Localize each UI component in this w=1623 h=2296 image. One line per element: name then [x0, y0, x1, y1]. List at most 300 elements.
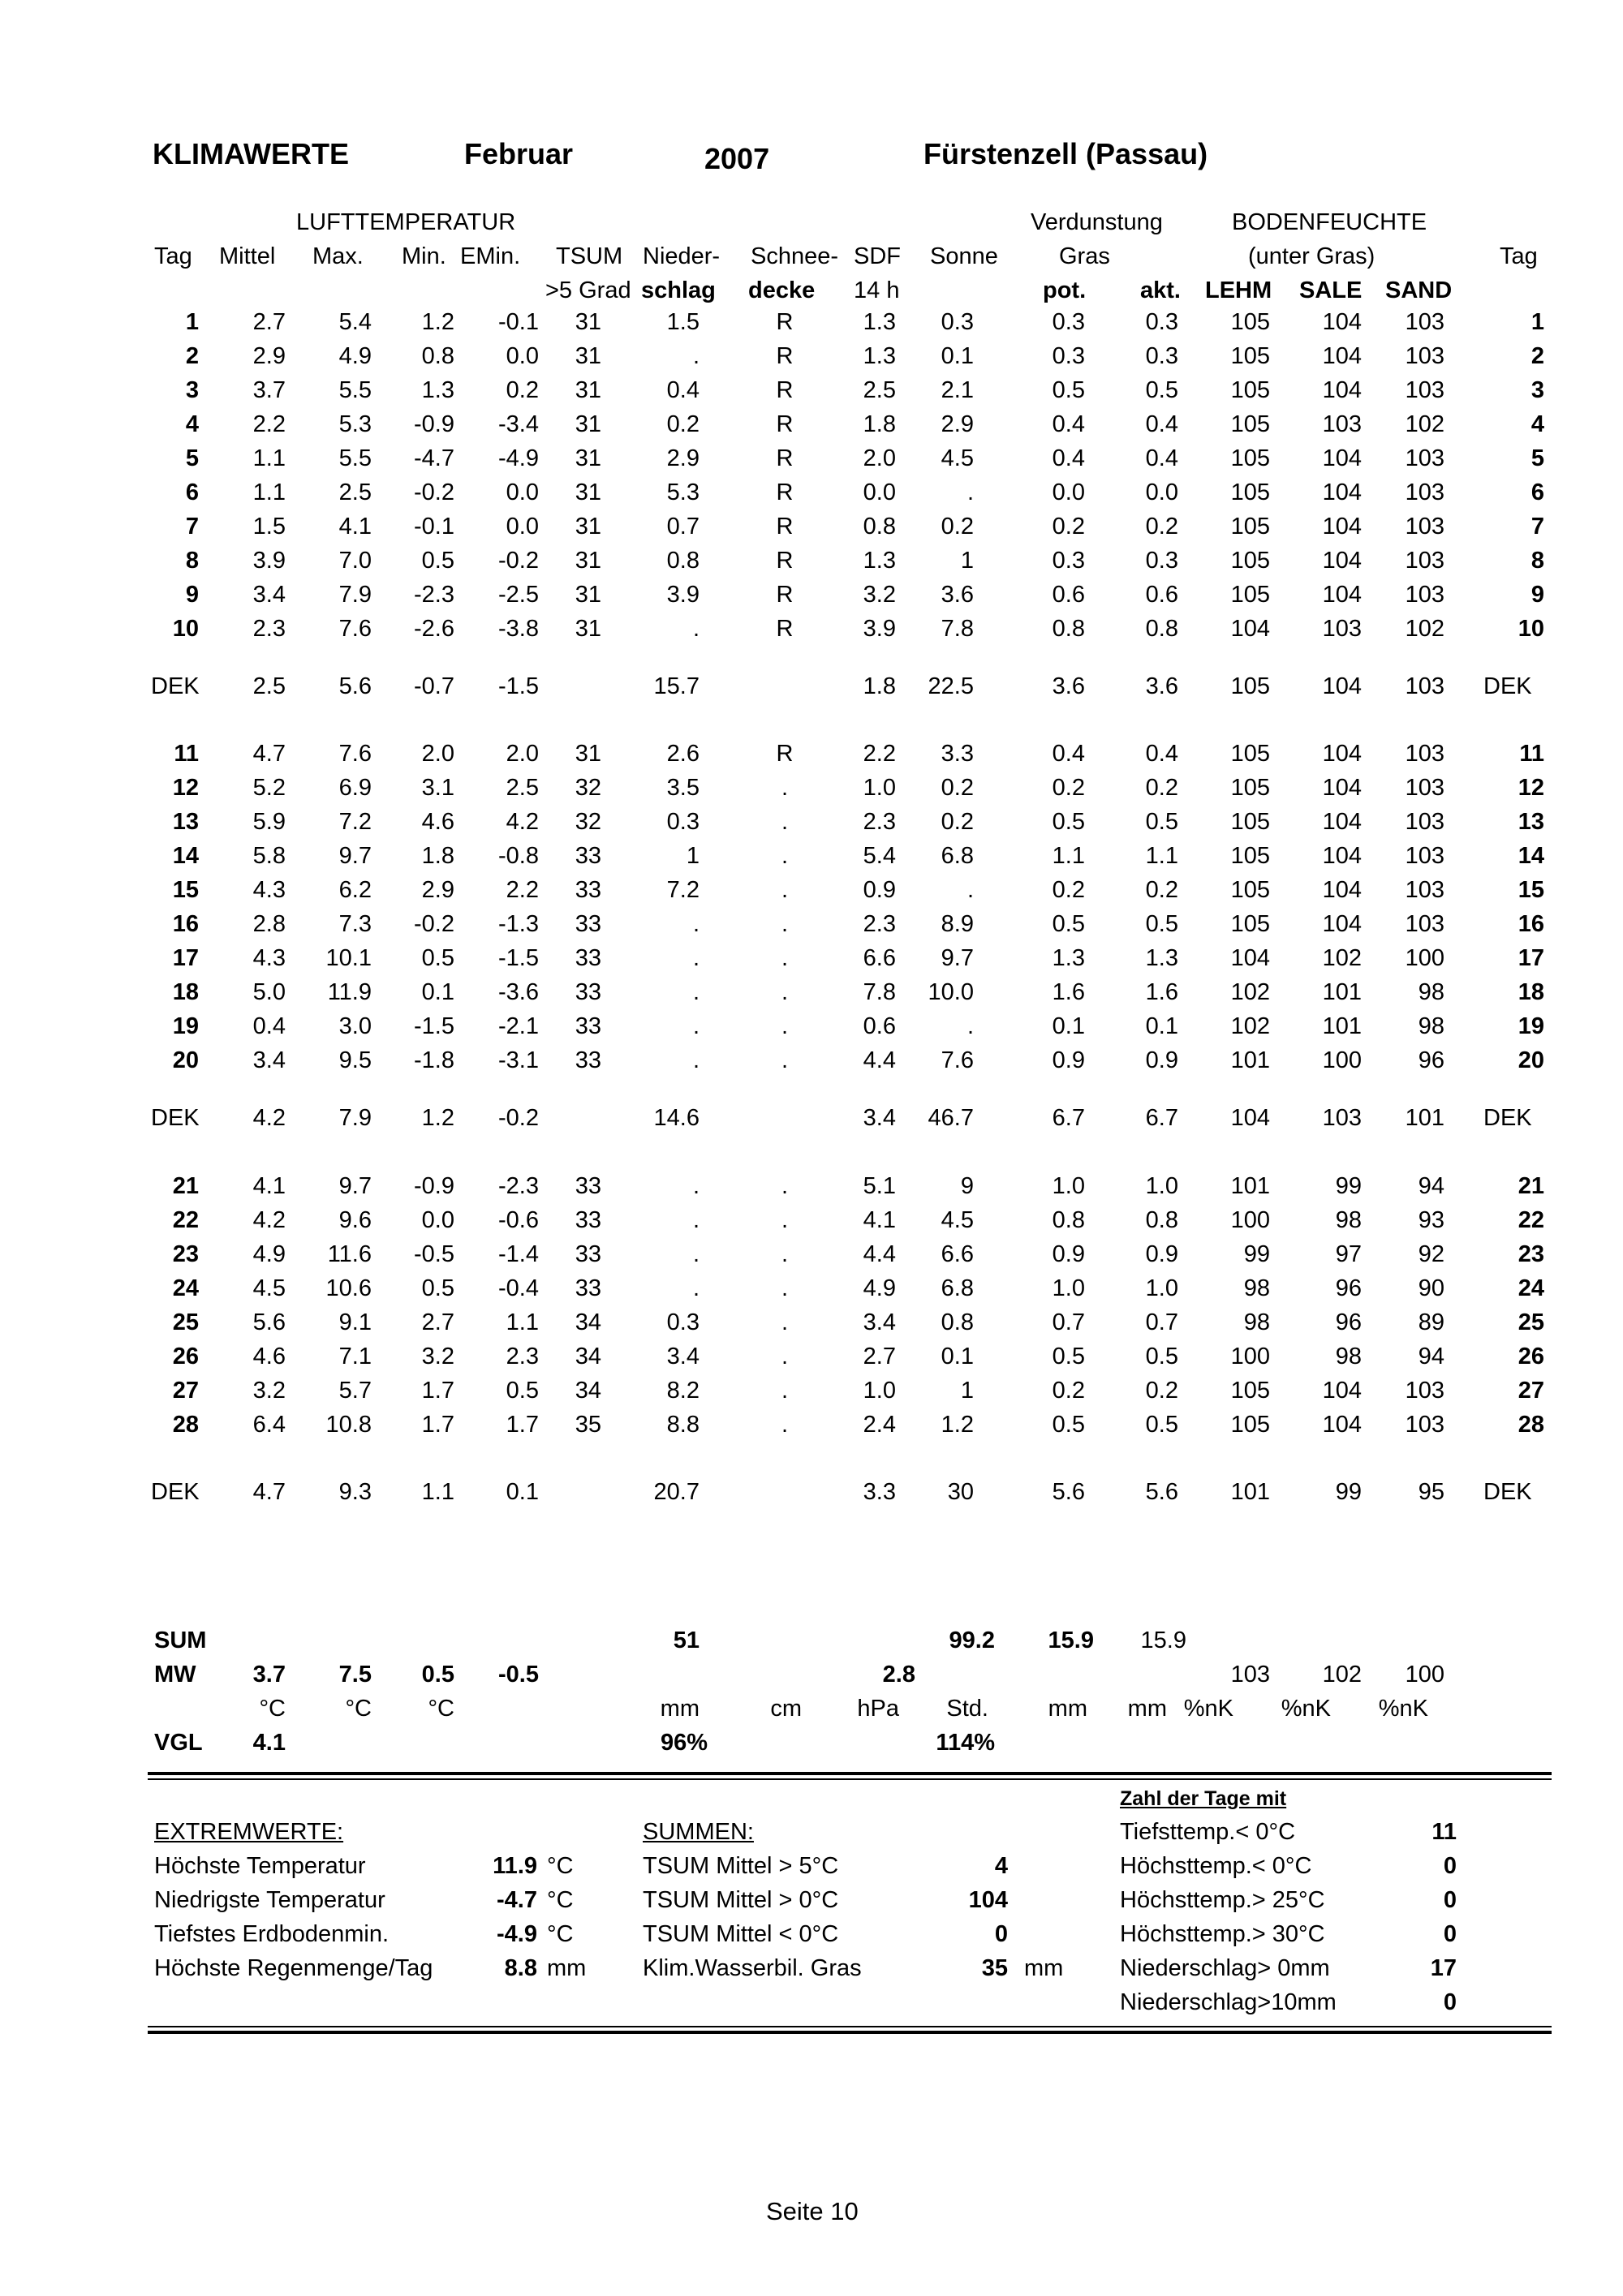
cell-tag-right: 3 — [1530, 377, 1544, 403]
cell-max: 5.6 — [338, 673, 372, 699]
summary-mw-lehm: 103 — [1230, 1662, 1270, 1688]
cell-lehm: 105 — [1230, 673, 1270, 699]
cell-sdf: 5.4 — [863, 843, 896, 869]
cell-max: 6.2 — [338, 877, 372, 903]
cell-tag: 21 — [172, 1173, 199, 1199]
cell-sale: 104 — [1322, 309, 1362, 335]
cell-pot: 0.4 — [1052, 411, 1085, 437]
cell-sdf: 1.3 — [863, 309, 896, 335]
cell-schnee: . — [781, 979, 789, 1005]
cell-max: 9.7 — [338, 1173, 372, 1199]
cell-tsum: 33 — [575, 1241, 601, 1267]
cell-nieder: . — [692, 343, 700, 369]
cell-pot: 0.2 — [1052, 514, 1085, 540]
cell-min: 0.5 — [421, 945, 454, 971]
cell-tsum: 35 — [575, 1412, 601, 1438]
cell-tsum: 31 — [575, 411, 601, 437]
cell-schnee: R — [776, 616, 794, 642]
cell-schnee: R — [776, 582, 794, 608]
cell-sand: 103 — [1405, 673, 1444, 699]
cell-tag-right: 21 — [1518, 1173, 1544, 1199]
cell-tsum: 31 — [575, 616, 601, 642]
cell-nieder: . — [692, 1173, 700, 1199]
unit-sonne: Std. — [946, 1696, 988, 1722]
cell-pot: 5.6 — [1052, 1479, 1085, 1505]
cell-schnee: R — [776, 741, 794, 767]
cell-emin: -3.4 — [498, 411, 539, 437]
cell-mittel: 5.2 — [252, 775, 286, 801]
cell-nieder: . — [692, 1275, 700, 1301]
cell-mittel: 0.4 — [252, 1013, 286, 1039]
summary-sum-nieder: 51 — [673, 1627, 700, 1653]
cell-emin: -3.6 — [498, 979, 539, 1005]
summary-mw-max: 7.5 — [338, 1662, 372, 1688]
cell-akt: 1.0 — [1145, 1173, 1178, 1199]
cell-max: 11.9 — [327, 979, 372, 1005]
cell-max: 4.9 — [338, 343, 372, 369]
cell-tag-right: 2 — [1530, 343, 1544, 369]
cell-sdf: 3.9 — [863, 616, 896, 642]
cell-schnee: . — [781, 809, 789, 835]
cell-max: 10.6 — [325, 1275, 372, 1301]
cell-sale: 102 — [1322, 945, 1362, 971]
cell-min: 1.8 — [421, 843, 454, 869]
cell-tag: 3 — [185, 377, 199, 403]
cell-emin: -2.5 — [498, 582, 539, 608]
cell-akt: 1.1 — [1145, 843, 1178, 869]
zahl-label: Höchsttemp.< 0°C — [1120, 1853, 1312, 1879]
cell-nieder: 0.3 — [666, 809, 700, 835]
cell-max: 7.9 — [338, 582, 372, 608]
cell-sonne: 6.6 — [941, 1241, 974, 1267]
cell-nieder: . — [692, 911, 700, 937]
cell-pot: 0.5 — [1052, 1412, 1085, 1438]
cell-min: -0.9 — [414, 1173, 454, 1199]
cell-lehm: 102 — [1230, 979, 1270, 1005]
cell-sand: 103 — [1405, 877, 1444, 903]
cell-lehm: 105 — [1230, 548, 1270, 574]
cell-sand: 103 — [1405, 1412, 1444, 1438]
cell-schnee: . — [781, 1412, 789, 1438]
cell-akt: 6.7 — [1145, 1105, 1178, 1131]
cell-sonne: . — [966, 1013, 974, 1039]
cell-sale: 98 — [1335, 1207, 1362, 1233]
cell-max: 10.1 — [325, 945, 372, 971]
cell-emin: -0.1 — [498, 309, 539, 335]
cell-nieder: 3.9 — [666, 582, 700, 608]
zahl-value: 0 — [1443, 1853, 1457, 1879]
unit-sand: %nK — [1378, 1696, 1428, 1722]
cell-sonne: 7.6 — [941, 1047, 974, 1073]
cell-tsum: 31 — [575, 741, 601, 767]
cell-mittel: 2.9 — [252, 343, 286, 369]
cell-mittel: 4.5 — [252, 1275, 286, 1301]
unit-sale: %nK — [1281, 1696, 1331, 1722]
cell-nieder: 8.8 — [666, 1412, 700, 1438]
cell-pot: 1.0 — [1052, 1173, 1085, 1199]
cell-tsum: 31 — [575, 514, 601, 540]
extremwerte-value: 8.8 — [504, 1955, 537, 1981]
cell-mittel: 1.1 — [252, 445, 286, 471]
cell-schnee: . — [781, 775, 789, 801]
cell-emin: 2.2 — [506, 877, 539, 903]
cell-sand: 92 — [1418, 1241, 1444, 1267]
header-sale: SALE — [1299, 277, 1363, 303]
summen-value: 104 — [968, 1887, 1008, 1913]
cell-schnee: . — [781, 1013, 789, 1039]
cell-max: 4.1 — [338, 514, 372, 540]
cell-tag-right: 1 — [1530, 309, 1544, 335]
cell-emin: -4.9 — [498, 445, 539, 471]
extremwerte-unit: °C — [547, 1921, 574, 1947]
cell-akt: 5.6 — [1145, 1479, 1178, 1505]
header-schlag: schlag — [641, 277, 716, 303]
header-tag-right: Tag — [1500, 243, 1538, 269]
header-tag-left: Tag — [154, 243, 192, 269]
cell-min: -2.3 — [414, 582, 454, 608]
cell-akt: 0.5 — [1145, 911, 1178, 937]
cell-min: 2.0 — [421, 741, 454, 767]
cell-nieder: 3.4 — [666, 1344, 700, 1369]
cell-schnee: R — [776, 445, 794, 471]
cell-mittel: 2.3 — [252, 616, 286, 642]
cell-sdf: 0.6 — [863, 1013, 896, 1039]
cell-sale: 104 — [1322, 548, 1362, 574]
summary-vgl-mittel: 4.1 — [252, 1730, 286, 1756]
cell-sonne: 0.1 — [941, 1344, 974, 1369]
cell-schnee: R — [776, 514, 794, 540]
cell-mittel: 5.0 — [252, 979, 286, 1005]
unit-lehm: %nK — [1183, 1696, 1233, 1722]
cell-akt: 0.5 — [1145, 1344, 1178, 1369]
cell-tag: 10 — [172, 616, 199, 642]
cell-tag-right: 20 — [1518, 1047, 1544, 1073]
cell-nieder: 0.3 — [666, 1309, 700, 1335]
header-sand: SAND — [1385, 277, 1453, 303]
cell-sonne: 46.7 — [928, 1105, 974, 1131]
header-max: Max. — [312, 243, 364, 269]
cell-min: 4.6 — [421, 809, 454, 835]
cell-lehm: 105 — [1230, 514, 1270, 540]
cell-akt: 1.0 — [1145, 1275, 1178, 1301]
cell-akt: 0.0 — [1145, 479, 1178, 505]
cell-tag-right: DEK — [1483, 1105, 1532, 1131]
cell-sale: 96 — [1335, 1275, 1362, 1301]
cell-mittel: 3.7 — [252, 377, 286, 403]
cell-sonne: . — [966, 479, 974, 505]
cell-sand: 103 — [1405, 479, 1444, 505]
cell-max: 7.2 — [338, 809, 372, 835]
cell-lehm: 98 — [1243, 1275, 1270, 1301]
cell-lehm: 105 — [1230, 809, 1270, 835]
cell-min: -1.8 — [414, 1047, 454, 1073]
cell-mittel: 1.5 — [252, 514, 286, 540]
cell-sale: 104 — [1322, 445, 1362, 471]
cell-sale: 104 — [1322, 377, 1362, 403]
cell-mittel: 3.9 — [252, 548, 286, 574]
cell-emin: 0.1 — [506, 1479, 539, 1505]
cell-akt: 0.3 — [1145, 309, 1178, 335]
cell-max: 6.9 — [338, 775, 372, 801]
header-gras: Gras — [1059, 243, 1110, 269]
cell-sonne: 4.5 — [941, 1207, 974, 1233]
unit-akt: mm — [1127, 1696, 1167, 1722]
cell-max: 5.7 — [338, 1378, 372, 1404]
cell-mittel: 4.9 — [252, 1241, 286, 1267]
cell-tsum: 33 — [575, 1047, 601, 1073]
cell-pot: 0.3 — [1052, 309, 1085, 335]
cell-min: 1.2 — [421, 309, 454, 335]
cell-tsum: 33 — [575, 911, 601, 937]
cell-nieder: 7.2 — [666, 877, 700, 903]
cell-mittel: 5.6 — [252, 1309, 286, 1335]
cell-schnee: . — [781, 1207, 789, 1233]
cell-emin: -2.1 — [498, 1013, 539, 1039]
header-mittel: Mittel — [219, 243, 276, 269]
cell-sand: 98 — [1418, 979, 1444, 1005]
cell-pot: 0.8 — [1052, 1207, 1085, 1233]
cell-sand: 103 — [1405, 445, 1444, 471]
cell-tsum: 34 — [575, 1378, 601, 1404]
cell-sdf: 1.0 — [863, 775, 896, 801]
summen-value: 35 — [981, 1955, 1008, 1981]
cell-emin: 2.5 — [506, 775, 539, 801]
cell-mittel: 3.4 — [252, 582, 286, 608]
cell-pot: 0.5 — [1052, 911, 1085, 937]
cell-tag: 18 — [172, 979, 199, 1005]
cell-akt: 0.1 — [1145, 1013, 1178, 1039]
cell-emin: 0.0 — [506, 343, 539, 369]
cell-tag: 25 — [172, 1309, 199, 1335]
cell-tag: 8 — [185, 548, 199, 574]
cell-nieder: . — [692, 1047, 700, 1073]
summen-title: SUMMEN: — [643, 1819, 754, 1845]
cell-mittel: 3.2 — [252, 1378, 286, 1404]
cell-min: 0.0 — [421, 1207, 454, 1233]
cell-tag: 11 — [174, 741, 199, 767]
cell-sdf: 4.4 — [863, 1241, 896, 1267]
cell-sonne: 2.1 — [941, 377, 974, 403]
rule-top-thick — [148, 1772, 1552, 1775]
cell-sdf: 2.0 — [863, 445, 896, 471]
cell-sand: 101 — [1405, 1105, 1444, 1131]
zahl-value: 0 — [1443, 1989, 1457, 2015]
cell-lehm: 100 — [1230, 1207, 1270, 1233]
cell-sdf: 1.3 — [863, 548, 896, 574]
cell-sonne: 6.8 — [941, 843, 974, 869]
cell-tag: DEK — [151, 1479, 200, 1505]
cell-sale: 104 — [1322, 343, 1362, 369]
cell-emin: -1.4 — [498, 1241, 539, 1267]
cell-sale: 104 — [1322, 1412, 1362, 1438]
summary-mw-label: MW — [154, 1662, 196, 1688]
cell-sdf: 0.0 — [863, 479, 896, 505]
cell-sonne: 1.2 — [941, 1412, 974, 1438]
cell-tag: 19 — [172, 1013, 199, 1039]
cell-sale: 97 — [1335, 1241, 1362, 1267]
summary-mw-sale: 102 — [1322, 1662, 1362, 1688]
cell-lehm: 105 — [1230, 843, 1270, 869]
summen-label: TSUM Mittel > 5°C — [643, 1853, 839, 1879]
cell-schnee: . — [781, 1275, 789, 1301]
cell-nieder: 0.2 — [666, 411, 700, 437]
cell-tag: 2 — [185, 343, 199, 369]
cell-akt: 1.3 — [1145, 945, 1178, 971]
cell-sdf: 3.4 — [863, 1309, 896, 1335]
cell-mittel: 2.7 — [252, 309, 286, 335]
cell-tag: 26 — [172, 1344, 199, 1369]
summary-sum-sonne: 99.2 — [949, 1627, 995, 1653]
cell-min: 2.7 — [421, 1309, 454, 1335]
cell-akt: 0.2 — [1145, 775, 1178, 801]
cell-pot: 0.5 — [1052, 377, 1085, 403]
cell-akt: 0.5 — [1145, 809, 1178, 835]
extremwerte-label: Höchste Regenmenge/Tag — [154, 1955, 433, 1981]
cell-max: 11.6 — [327, 1241, 372, 1267]
cell-sdf: 2.7 — [863, 1344, 896, 1369]
cell-emin: -0.8 — [498, 843, 539, 869]
cell-akt: 0.4 — [1145, 411, 1178, 437]
cell-max: 7.9 — [338, 1105, 372, 1131]
cell-tag-right: 15 — [1518, 877, 1544, 903]
cell-min: -0.9 — [414, 411, 454, 437]
cell-tag-right: 11 — [1519, 741, 1544, 767]
cell-sdf: 1.8 — [863, 411, 896, 437]
cell-sonne: 2.9 — [941, 411, 974, 437]
cell-sonne: 30 — [947, 1479, 974, 1505]
cell-tag-right: 16 — [1518, 911, 1544, 937]
cell-emin: 0.0 — [506, 514, 539, 540]
rule-top-thin — [148, 1778, 1552, 1780]
cell-pot: 0.5 — [1052, 1344, 1085, 1369]
cell-tag: 1 — [185, 309, 199, 335]
cell-emin: 4.2 — [506, 809, 539, 835]
cell-akt: 0.2 — [1145, 1378, 1178, 1404]
zahl-value: 17 — [1430, 1955, 1457, 1981]
cell-schnee: R — [776, 479, 794, 505]
cell-sdf: 2.2 — [863, 741, 896, 767]
header-min: Min. — [402, 243, 446, 269]
cell-schnee: R — [776, 548, 794, 574]
cell-lehm: 104 — [1230, 1105, 1270, 1131]
cell-mittel: 4.3 — [252, 945, 286, 971]
cell-tag: 12 — [172, 775, 199, 801]
cell-sale: 103 — [1322, 411, 1362, 437]
cell-tag: 28 — [172, 1412, 199, 1438]
zahl-value: 0 — [1443, 1921, 1457, 1947]
cell-min: 3.1 — [421, 775, 454, 801]
cell-sdf: 1.0 — [863, 1378, 896, 1404]
cell-sdf: 2.5 — [863, 377, 896, 403]
header-tsum: TSUM — [556, 243, 623, 269]
cell-pot: 0.9 — [1052, 1241, 1085, 1267]
cell-sale: 104 — [1322, 741, 1362, 767]
cell-sdf: 1.3 — [863, 343, 896, 369]
header-emin: EMin. — [460, 243, 521, 269]
cell-lehm: 105 — [1230, 1412, 1270, 1438]
cell-akt: 0.8 — [1145, 616, 1178, 642]
cell-sand: 95 — [1418, 1479, 1444, 1505]
cell-sale: 104 — [1322, 877, 1362, 903]
cell-tsum: 33 — [575, 843, 601, 869]
summen-value: 0 — [994, 1921, 1008, 1947]
cell-tag: 20 — [172, 1047, 199, 1073]
cell-lehm: 99 — [1243, 1241, 1270, 1267]
cell-sand: 103 — [1405, 843, 1444, 869]
cell-pot: 3.6 — [1052, 673, 1085, 699]
cell-tsum: 31 — [575, 445, 601, 471]
cell-pot: 0.3 — [1052, 343, 1085, 369]
cell-lehm: 100 — [1230, 1344, 1270, 1369]
cell-sale: 104 — [1322, 673, 1362, 699]
zahl-label: Niederschlag> 0mm — [1120, 1955, 1330, 1981]
summen-unit: mm — [1024, 1955, 1064, 1981]
cell-max: 9.6 — [338, 1207, 372, 1233]
cell-tag-right: 12 — [1518, 775, 1544, 801]
cell-schnee: . — [781, 911, 789, 937]
cell-tag-right: 25 — [1518, 1309, 1544, 1335]
cell-min: 0.5 — [421, 1275, 454, 1301]
cell-tsum: 34 — [575, 1309, 601, 1335]
cell-akt: 0.2 — [1145, 877, 1178, 903]
cell-emin: -3.1 — [498, 1047, 539, 1073]
cell-emin: -1.5 — [498, 673, 539, 699]
zahl-value: 11 — [1431, 1819, 1457, 1845]
summary-vgl-label: VGL — [154, 1730, 203, 1756]
cell-sale: 104 — [1322, 809, 1362, 835]
cell-tag-right: 28 — [1518, 1412, 1544, 1438]
cell-min: 1.7 — [421, 1412, 454, 1438]
cell-sale: 104 — [1322, 582, 1362, 608]
cell-min: 1.3 — [421, 377, 454, 403]
cell-pot: 0.7 — [1052, 1309, 1085, 1335]
cell-sonne: 0.8 — [941, 1309, 974, 1335]
cell-tag-right: 18 — [1518, 979, 1544, 1005]
cell-tag: 23 — [172, 1241, 199, 1267]
cell-max: 9.3 — [338, 1479, 372, 1505]
extremwerte-value: -4.9 — [497, 1921, 537, 1947]
cell-sand: 103 — [1405, 309, 1444, 335]
cell-sdf: 6.6 — [863, 945, 896, 971]
cell-tag: 14 — [172, 843, 199, 869]
header-pot: pot. — [1043, 277, 1087, 303]
cell-tag-right: DEK — [1483, 1479, 1532, 1505]
cell-akt: 0.2 — [1145, 514, 1178, 540]
cell-sonne: 0.3 — [941, 309, 974, 335]
cell-pot: 1.1 — [1052, 843, 1085, 869]
cell-pot: 0.1 — [1052, 1013, 1085, 1039]
header-unter-gras: (unter Gras) — [1248, 243, 1375, 269]
rule-bottom-thin — [148, 2026, 1552, 2027]
cell-tag: 13 — [172, 809, 199, 835]
cell-tag: DEK — [151, 673, 200, 699]
extremwerte-unit: mm — [547, 1955, 587, 1981]
cell-max: 7.1 — [338, 1344, 372, 1369]
cell-sonne: 22.5 — [928, 673, 974, 699]
cell-akt: 0.8 — [1145, 1207, 1178, 1233]
cell-tag: 16 — [172, 911, 199, 937]
cell-emin: 1.7 — [506, 1412, 539, 1438]
cell-max: 9.7 — [338, 843, 372, 869]
cell-sale: 96 — [1335, 1309, 1362, 1335]
cell-tag: 6 — [185, 479, 199, 505]
extremwerte-unit: °C — [547, 1887, 574, 1913]
header-sdf: SDF — [854, 243, 901, 269]
extremwerte-title: EXTREMWERTE: — [154, 1819, 344, 1845]
cell-schnee: R — [776, 411, 794, 437]
cell-tsum: 31 — [575, 309, 601, 335]
cell-nieder: 2.9 — [666, 445, 700, 471]
